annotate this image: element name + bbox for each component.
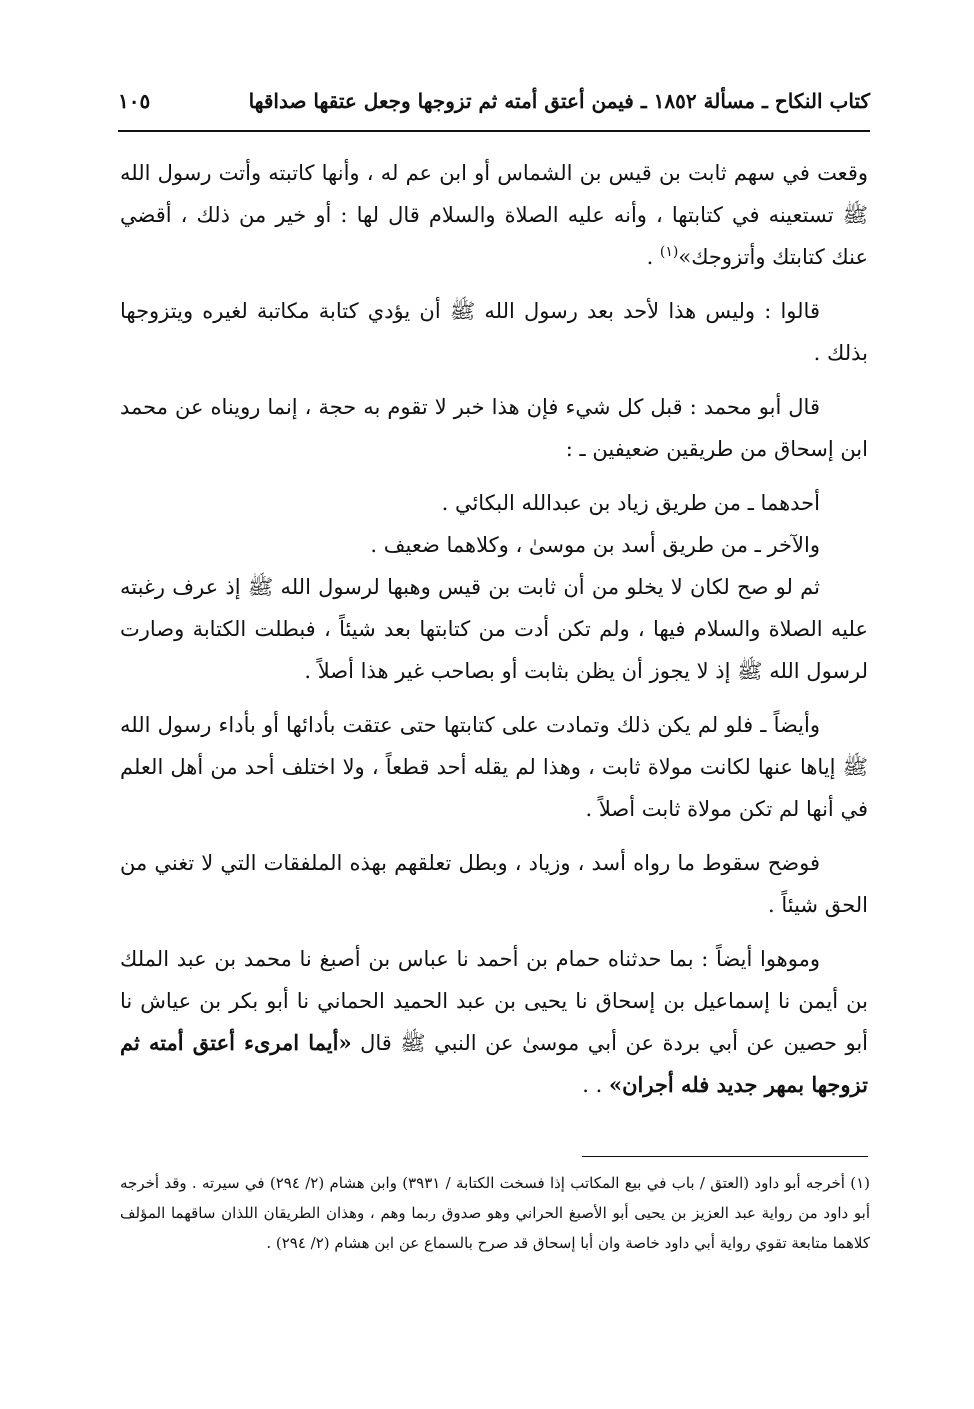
- hadith-quote: «أيما امرىء أعتق أمته ثم تزوجها بمهر جديد فله أجران»: [120, 1030, 868, 1097]
- footnote: (١) أخرجه أبو داود (العتق / باب في بيع المكاتب إذا فسخت الكتابة / ٣٩٣١) وابن هشام (٢/ ٢٩٤) في سيرته . وقد أخرجه أبو داود من رواية عبد العزيز بن يحيى أبو الأصبغ الحراني وهو صدوق ربما وهم ، وهذان الطريقان اللذان ساقهما المؤلف كلاهما متابعة تقوي رواية أبي داود خاصة وان أبا إسحاق قد صرح بالسماع عن ابن هشام (٢/ ٢٩٤) .: [120, 1174, 870, 1252]
- footnotes: [120, 1168, 870, 1258]
- header-divider: [118, 130, 870, 132]
- paragraph: [120, 482, 868, 524]
- paragraph: [120, 566, 868, 692]
- paragraph-text: أحدهما ـ من طريق زياد بن عبدالله البكائي .: [441, 491, 820, 515]
- main-text: [120, 152, 868, 1118]
- paragraph-text: وموهوا أيضاً : بما حدثناه حمام بن أحمد نا عباس بن أصبغ نا محمد بن عبد الملك بن أيمن نا إسماعيل بن إسحاق نا يحيى بن عبد الحميد الحماني نا أبو بكر بن عياش نا أبو حصين عن أبي بردة عن أبي موسىٰ عن النبي ﷺ قال: [120, 947, 868, 1055]
- chapter-title: كتاب النكاح ـ مسألة ١٨٥٢ ـ فيمن أعتق أمته ثم تزوجها وجعل عتقها صداقها: [248, 89, 870, 113]
- paragraph-text: فوضح سقوط ما رواه أسد ، وزياد ، وبطل تعلقهم بهذه الملفقات التي لا تغني من الحق شيئاً .: [120, 851, 868, 917]
- paragraph-text: قال أبو محمد : قبل كل شيء فإن هذا خبر لا تقوم به حجة ، إنما رويناه عن محمد ابن إسحاق من طريقين ضعيفين ـ :: [120, 395, 868, 461]
- paragraph-text: قالوا : وليس هذا لأحد بعد رسول الله ﷺ أن يؤدي كتابة مكاتبة لغيره ويتزوجها بذلك .: [120, 299, 868, 365]
- footnote-reference: (١): [659, 244, 679, 260]
- running-header: [118, 80, 870, 122]
- paragraph-tail: .: [646, 245, 660, 269]
- paragraph: [120, 524, 868, 566]
- paragraph-text: ثم لو صح لكان لا يخلو من أن ثابت بن قيس وهبها لرسول الله ﷺ إذ عرف رغبته عليه الصلاة والسلام فيها ، ولم تكن أدت من كتابتها بعد شيئاً ، فبطلت الكتابة وصارت لرسول الله ﷺ إذ لا يجوز أن يظن بثابت أو بصاحب غير هذا أصلاً .: [120, 575, 868, 683]
- paragraph: [120, 938, 868, 1106]
- paragraph-tail: . .: [582, 1073, 609, 1097]
- paragraph: [120, 842, 868, 926]
- footnote-divider: [582, 1156, 868, 1157]
- page-number: ١٠٥: [118, 89, 151, 113]
- paragraph: [120, 386, 868, 470]
- paragraph: [120, 152, 868, 278]
- paragraph: [120, 290, 868, 374]
- paragraph-text: وأيضاً ـ فلو لم يكن ذلك وتمادت على كتابتها حتى عتقت بأدائها أو بأداء رسول الله ﷺ إياها عنها لكانت مولاة ثابت ، وهذا لم يقله أحد قطعاً ، ولا اختلف أحد من أهل العلم في أنها لم تكن مولاة ثابت أصلاً .: [120, 713, 868, 821]
- paragraph-text: والآخر ـ من طريق أسد بن موسىٰ ، وكلاهما ضعيف .: [370, 533, 820, 557]
- paragraph: [120, 704, 868, 830]
- paragraph-text: وقعت في سهم ثابت بن قيس بن الشماس أو ابن عم له ، وأنها كاتبته وأتت رسول الله ﷺ تستعينه في كتابتها ، وأنه عليه الصلاة والسلام قال لها : أو خير من ذلك ، أقضي عنك كتابتك وأتزوجك»: [120, 161, 868, 269]
